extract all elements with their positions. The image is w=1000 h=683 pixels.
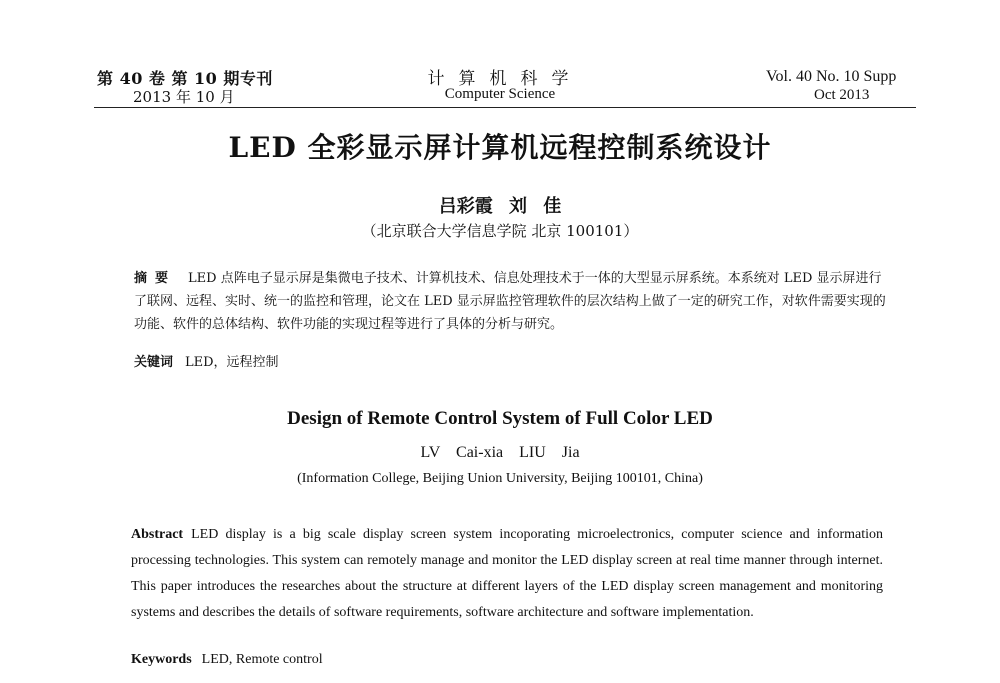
journal-name-en: Computer Science: [444, 86, 556, 102]
journal-date-cn: 2013 年 10 月: [133, 88, 235, 106]
abstract-en-label: Abstract: [131, 527, 184, 542]
abstract-en: [131, 522, 883, 626]
affiliation-en: (Information College, Beijing Union University, Beijing 100101, China): [297, 471, 703, 486]
keywords-en-text: LED, Remote control: [201, 652, 323, 667]
authors-cn: 吕彩霞 刘 佳: [438, 196, 562, 217]
journal-volume-issue: 第 40 卷 第 10 期专刊: [97, 69, 273, 88]
keywords-cn-label: 关键词: [134, 355, 174, 370]
header-rule: [94, 107, 916, 108]
journal-date-en: Oct 2013: [814, 87, 870, 103]
authors-en: LV Cai-xia LIU Jia: [420, 444, 580, 461]
abstract-cn-text: LED 点阵电子显示屏是集微电子技术、计算机技术、信息处理技术于一体的大型显示屏系统。本系统对 LED 显示屏进行了联网、远程、实时、统一的监控和管理，论文在 LED 显示屏监控管理软件的层次结构上做了一定的研究工作，对软件需要实现的功能、软件的总体结构、软件功能的实现过程等进行了具体的分析与研究。: [134, 271, 886, 332]
paper-title-en: Design of Remote Control System of Full Color LED: [287, 408, 713, 429]
abstract-en-text: LED display is a big scale display screen system incoporating microelectronics, computer science and information processing technologies. This system can remotely manage and monitor the LED display screen at real time manner through internet. This paper introduces the researches about the structure at different layers of the LED display screen management and monitoring systems and describes the details of software requirements, software architecture and software implementation.: [131, 527, 883, 620]
keywords-en: [131, 652, 323, 668]
paper-title-cn: LED 全彩显示屏计算机远程控制系统设计: [228, 131, 772, 164]
keywords-cn-text: LED，远程控制: [185, 355, 279, 370]
keywords-cn: [134, 351, 279, 370]
abstract-cn-label: 摘要: [134, 271, 177, 286]
journal-name-cn: 计算机科学: [427, 69, 583, 89]
journal-volume-en: Vol. 40 No. 10 Supp: [766, 68, 897, 85]
keywords-en-label: Keywords: [131, 652, 192, 667]
abstract-cn: [134, 267, 894, 336]
affiliation-cn: （北京联合大学信息学院 北京 100101）: [361, 222, 639, 240]
